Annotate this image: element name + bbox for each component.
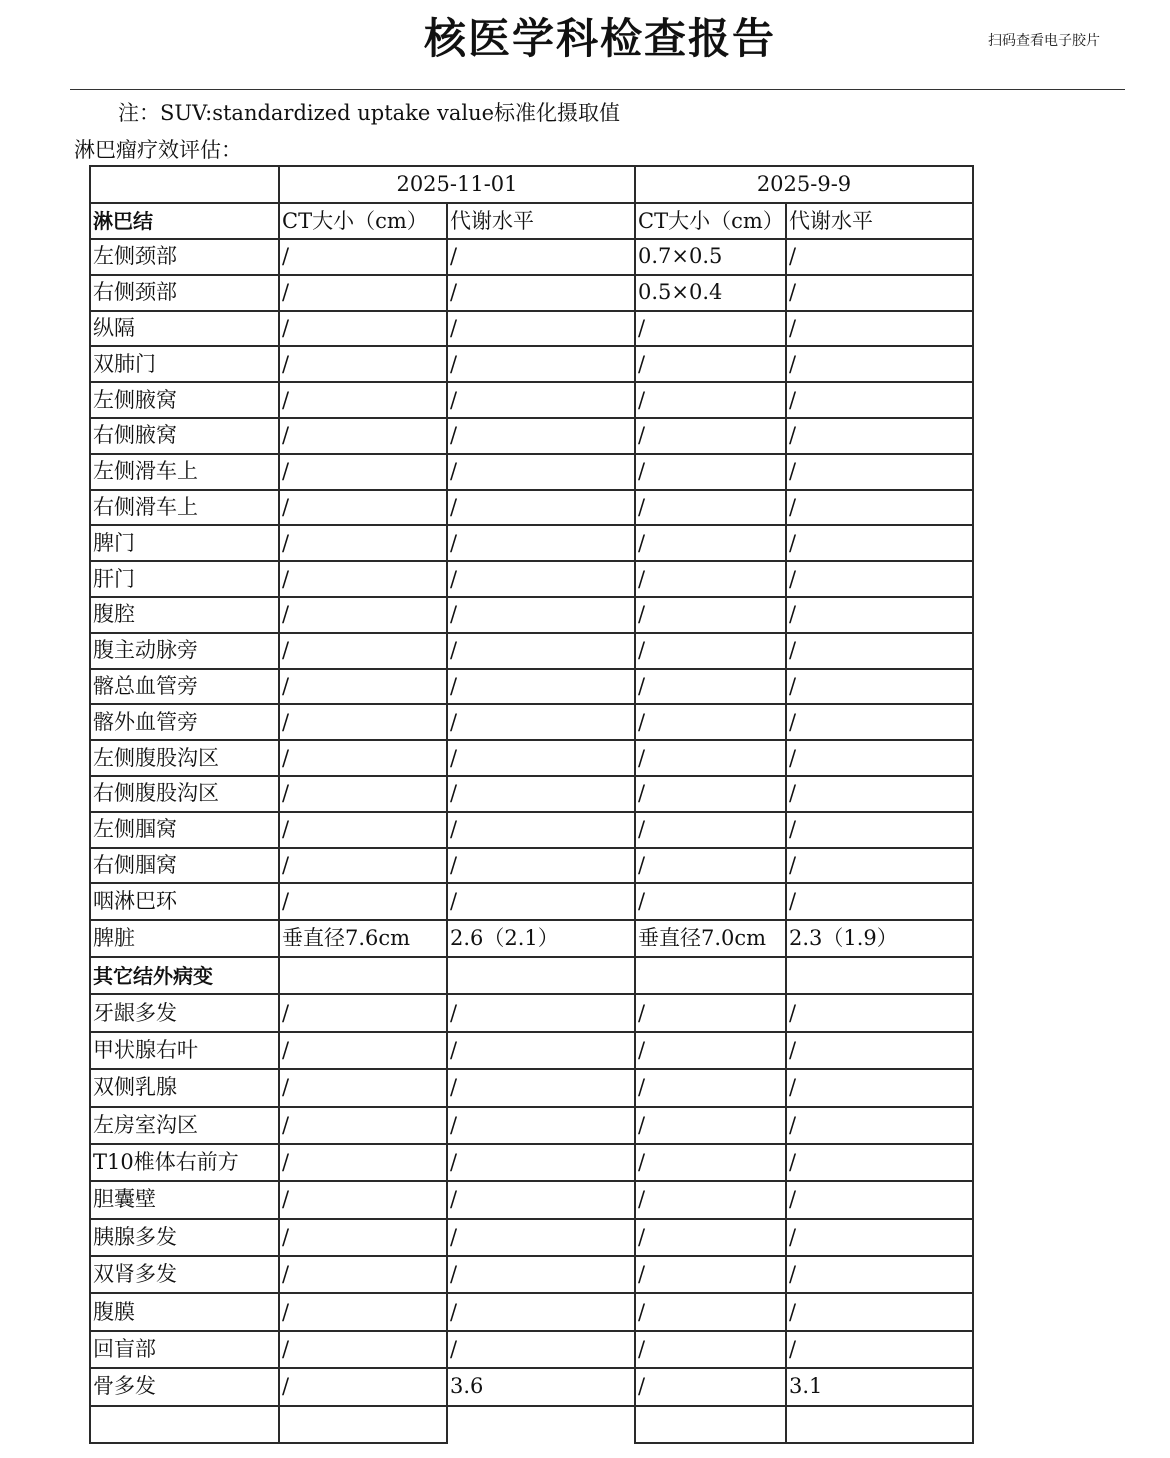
metabolism-previous: / xyxy=(786,669,973,705)
metabolism-previous: / xyxy=(786,346,973,382)
metabolism-previous: / xyxy=(786,1069,973,1106)
ct-size-previous: / xyxy=(635,1331,786,1368)
col-metabolism-previous: 代谢水平 xyxy=(786,203,973,239)
site-label: 胰腺多发 xyxy=(90,1219,279,1256)
table-row xyxy=(90,848,973,884)
empty-cell xyxy=(447,957,635,994)
lymphoma-assessment-table xyxy=(89,165,974,1444)
ct-size-previous: / xyxy=(635,1256,786,1293)
ct-size-previous: / xyxy=(635,346,786,382)
site-label: 髂总血管旁 xyxy=(90,669,279,705)
metabolism-current: / xyxy=(447,275,635,311)
table-row xyxy=(90,275,973,311)
table-row xyxy=(90,490,973,526)
column-header-row xyxy=(90,203,973,239)
ct-size-current: / xyxy=(279,1256,447,1293)
ct-size-current: / xyxy=(279,1069,447,1106)
ct-size-current: / xyxy=(279,1219,447,1256)
col-ct-size-current: CT大小（cm） xyxy=(279,203,447,239)
metabolism-previous: / xyxy=(786,1032,973,1069)
ct-size-previous: / xyxy=(635,669,786,705)
site-label: 胆囊壁 xyxy=(90,1181,279,1218)
metabolism-previous: / xyxy=(786,1107,973,1144)
metabolism-previous: / xyxy=(786,525,973,561)
metabolism-current: / xyxy=(447,561,635,597)
metabolism-current: 2.6（2.1） xyxy=(447,920,635,957)
site-label: 右侧腋窝 xyxy=(90,418,279,454)
ct-size-previous: / xyxy=(635,1368,786,1405)
other-lesions-header: 其它结外病变 xyxy=(90,957,279,994)
header-divider xyxy=(70,89,1125,90)
empty-cell xyxy=(279,957,447,994)
site-label: 牙龈多发 xyxy=(90,994,279,1031)
date-previous: 2025-9-9 xyxy=(635,166,973,203)
site-label: 右侧颈部 xyxy=(90,275,279,311)
ct-size-current: / xyxy=(279,994,447,1031)
site-label: 纵隔 xyxy=(90,311,279,347)
ct-size-previous: / xyxy=(635,1219,786,1256)
ct-size-previous: / xyxy=(635,454,786,490)
metabolism-previous: / xyxy=(786,275,973,311)
metabolism-current: / xyxy=(447,1107,635,1144)
ct-size-current: / xyxy=(279,490,447,526)
ct-size-previous: / xyxy=(635,883,786,920)
ct-size-previous: / xyxy=(635,1069,786,1106)
empty-cell xyxy=(279,1406,447,1443)
site-label: 腹主动脉旁 xyxy=(90,633,279,669)
empty-cell xyxy=(90,1406,279,1443)
metabolism-previous: / xyxy=(786,776,973,812)
metabolism-current: / xyxy=(447,776,635,812)
site-label: 脾门 xyxy=(90,525,279,561)
ct-size-current: / xyxy=(279,239,447,275)
metabolism-current: / xyxy=(447,1181,635,1218)
ct-size-current: / xyxy=(279,561,447,597)
ct-size-current: / xyxy=(279,848,447,884)
site-label: 腹膜 xyxy=(90,1293,279,1330)
table-row xyxy=(90,1069,973,1106)
table-row xyxy=(90,454,973,490)
section-title: 淋巴瘤疗效评估： xyxy=(74,138,242,162)
metabolism-previous: / xyxy=(786,1219,973,1256)
metabolism-current: / xyxy=(447,1256,635,1293)
ct-size-previous: / xyxy=(635,382,786,418)
site-label: 回盲部 xyxy=(90,1331,279,1368)
metabolism-previous: / xyxy=(786,1144,973,1181)
ct-size-previous: / xyxy=(635,740,786,776)
site-label: 左侧滑车上 xyxy=(90,454,279,490)
ct-size-current: / xyxy=(279,275,447,311)
metabolism-previous: / xyxy=(786,239,973,275)
ct-size-current: / xyxy=(279,1181,447,1218)
metabolism-current: / xyxy=(447,633,635,669)
site-label: T10椎体右前方 xyxy=(90,1144,279,1181)
ct-size-previous: / xyxy=(635,1032,786,1069)
report-title: 核医学科检查报告 xyxy=(423,14,776,63)
site-label: 左侧腹股沟区 xyxy=(90,740,279,776)
metabolism-current: / xyxy=(447,418,635,454)
ct-size-previous: / xyxy=(635,1293,786,1330)
site-label: 左侧颈部 xyxy=(90,239,279,275)
table-row xyxy=(90,1181,973,1218)
metabolism-current: / xyxy=(447,597,635,633)
metabolism-previous: / xyxy=(786,311,973,347)
empty-cell xyxy=(635,1406,786,1443)
table-row xyxy=(90,597,973,633)
metabolism-current: / xyxy=(447,740,635,776)
site-label: 髂外血管旁 xyxy=(90,704,279,740)
table-row xyxy=(90,561,973,597)
table-row xyxy=(90,1144,973,1181)
metabolism-current: / xyxy=(447,1144,635,1181)
empty-cell xyxy=(786,1406,973,1443)
metabolism-previous: / xyxy=(786,454,973,490)
ct-size-previous: 垂直径7.0cm xyxy=(635,920,786,957)
metabolism-current: / xyxy=(447,311,635,347)
site-label: 右侧腹股沟区 xyxy=(90,776,279,812)
metabolism-previous: / xyxy=(786,1293,973,1330)
col-metabolism-current: 代谢水平 xyxy=(447,203,635,239)
site-label: 脾脏 xyxy=(90,920,279,957)
metabolism-current: / xyxy=(447,812,635,848)
table-row xyxy=(90,1256,973,1293)
metabolism-current: / xyxy=(447,525,635,561)
col-ct-size-previous: CT大小（cm） xyxy=(635,203,786,239)
metabolism-current: / xyxy=(447,1331,635,1368)
table-row xyxy=(90,418,973,454)
site-label: 双侧乳腺 xyxy=(90,1069,279,1106)
metabolism-current: / xyxy=(447,669,635,705)
metabolism-previous: / xyxy=(786,883,973,920)
metabolism-previous: / xyxy=(786,418,973,454)
table-row xyxy=(90,704,973,740)
ct-size-current: / xyxy=(279,1107,447,1144)
metabolism-previous: / xyxy=(786,1256,973,1293)
ct-size-current: / xyxy=(279,1331,447,1368)
metabolism-previous: 2.3（1.9） xyxy=(786,920,973,957)
ct-size-current: / xyxy=(279,382,447,418)
empty-trailing-row xyxy=(90,1406,973,1443)
table-row xyxy=(90,920,973,957)
ct-size-current: / xyxy=(279,454,447,490)
site-label: 骨多发 xyxy=(90,1368,279,1405)
site-label: 腹腔 xyxy=(90,597,279,633)
metabolism-current: / xyxy=(447,1293,635,1330)
ct-size-previous: / xyxy=(635,994,786,1031)
ct-size-current: / xyxy=(279,740,447,776)
table-row xyxy=(90,1368,973,1405)
metabolism-current: / xyxy=(447,704,635,740)
metabolism-current: / xyxy=(447,454,635,490)
metabolism-current: / xyxy=(447,848,635,884)
ct-size-current: / xyxy=(279,633,447,669)
ct-size-current: / xyxy=(279,1368,447,1405)
ct-size-previous: / xyxy=(635,525,786,561)
ct-size-current: / xyxy=(279,1032,447,1069)
metabolism-current: 3.6 xyxy=(447,1368,635,1405)
date-current: 2025-11-01 xyxy=(279,166,635,203)
table-row xyxy=(90,812,973,848)
table-row xyxy=(90,883,973,920)
table-row xyxy=(90,633,973,669)
metabolism-previous: 3.1 xyxy=(786,1368,973,1405)
site-label: 右侧腘窝 xyxy=(90,848,279,884)
ct-size-current: / xyxy=(279,525,447,561)
table-row xyxy=(90,1331,973,1368)
date-header-row xyxy=(90,166,973,203)
ct-size-previous: / xyxy=(635,848,786,884)
metabolism-previous: / xyxy=(786,740,973,776)
metabolism-previous: / xyxy=(786,812,973,848)
ct-size-previous: / xyxy=(635,418,786,454)
metabolism-previous: / xyxy=(786,704,973,740)
ct-size-previous: 0.7×0.5 xyxy=(635,239,786,275)
ct-size-current: / xyxy=(279,1144,447,1181)
suv-note: 注：SUV:standardized uptake value标准化摄取值 xyxy=(118,101,621,125)
metabolism-previous: / xyxy=(786,633,973,669)
ct-size-current: 垂直径7.6cm xyxy=(279,920,447,957)
ct-size-previous: / xyxy=(635,490,786,526)
ct-size-current: / xyxy=(279,776,447,812)
ct-size-current: / xyxy=(279,812,447,848)
ct-size-current: / xyxy=(279,704,447,740)
metabolism-previous: / xyxy=(786,561,973,597)
ct-size-current: / xyxy=(279,418,447,454)
metabolism-current: / xyxy=(447,1219,635,1256)
ct-size-previous: / xyxy=(635,311,786,347)
qr-film-note: 扫码查看电子胶片 xyxy=(988,33,1100,49)
metabolism-current: / xyxy=(447,382,635,418)
ct-size-previous: / xyxy=(635,704,786,740)
table-row xyxy=(90,525,973,561)
empty-cell xyxy=(786,957,973,994)
site-label: 双肺门 xyxy=(90,346,279,382)
metabolism-previous: / xyxy=(786,597,973,633)
ct-size-previous: 0.5×0.4 xyxy=(635,275,786,311)
table-row xyxy=(90,239,973,275)
ct-size-current: / xyxy=(279,346,447,382)
ct-size-previous: / xyxy=(635,597,786,633)
metabolism-current: / xyxy=(447,1069,635,1106)
table-row xyxy=(90,994,973,1031)
site-label: 肝门 xyxy=(90,561,279,597)
table-row xyxy=(90,382,973,418)
table-row xyxy=(90,1032,973,1069)
metabolism-current: / xyxy=(447,883,635,920)
site-label: 左房室沟区 xyxy=(90,1107,279,1144)
ct-size-previous: / xyxy=(635,1144,786,1181)
metabolism-previous: / xyxy=(786,848,973,884)
ct-size-current: / xyxy=(279,1293,447,1330)
metabolism-previous: / xyxy=(786,490,973,526)
ct-size-current: / xyxy=(279,669,447,705)
table-row xyxy=(90,1219,973,1256)
ct-size-previous: / xyxy=(635,633,786,669)
site-label: 双肾多发 xyxy=(90,1256,279,1293)
metabolism-current: / xyxy=(447,346,635,382)
no-border-cell xyxy=(447,1406,635,1443)
ct-size-previous: / xyxy=(635,1107,786,1144)
ct-size-previous: / xyxy=(635,776,786,812)
other-lesions-header-row xyxy=(90,957,973,994)
site-label: 咽淋巴环 xyxy=(90,883,279,920)
ct-size-previous: / xyxy=(635,1181,786,1218)
metabolism-current: / xyxy=(447,994,635,1031)
metabolism-previous: / xyxy=(786,1181,973,1218)
empty-cell xyxy=(635,957,786,994)
lymph-node-header: 淋巴结 xyxy=(90,203,279,239)
ct-size-previous: / xyxy=(635,561,786,597)
site-label: 左侧腘窝 xyxy=(90,812,279,848)
ct-size-current: / xyxy=(279,883,447,920)
metabolism-previous: / xyxy=(786,994,973,1031)
table-row xyxy=(90,346,973,382)
metabolism-previous: / xyxy=(786,1331,973,1368)
site-label: 左侧腋窝 xyxy=(90,382,279,418)
metabolism-current: / xyxy=(447,1032,635,1069)
ct-size-previous: / xyxy=(635,812,786,848)
table-row xyxy=(90,776,973,812)
metabolism-current: / xyxy=(447,490,635,526)
table-row xyxy=(90,669,973,705)
table-row xyxy=(90,740,973,776)
table-row xyxy=(90,1293,973,1330)
table-row xyxy=(90,1107,973,1144)
ct-size-current: / xyxy=(279,597,447,633)
site-label: 甲状腺右叶 xyxy=(90,1032,279,1069)
metabolism-current: / xyxy=(447,239,635,275)
header-blank-cell xyxy=(90,166,279,203)
ct-size-current: / xyxy=(279,311,447,347)
metabolism-previous: / xyxy=(786,382,973,418)
site-label: 右侧滑车上 xyxy=(90,490,279,526)
table-row xyxy=(90,311,973,347)
